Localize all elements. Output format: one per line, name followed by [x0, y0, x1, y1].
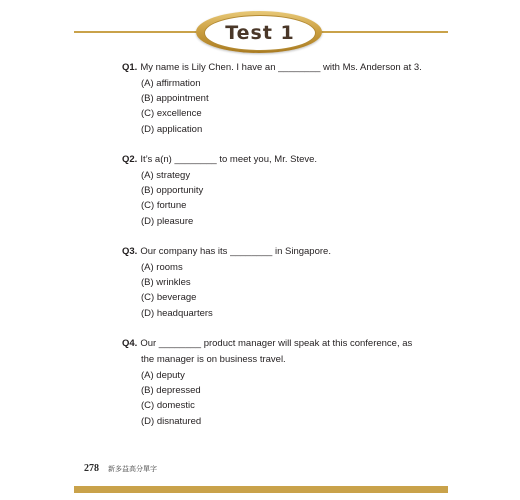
option-b: (B) opportunity	[141, 185, 204, 197]
option-a: (A) deputy	[141, 370, 185, 381]
option-c: (C) fortune	[141, 200, 187, 212]
title-badge-inner	[204, 15, 316, 51]
question-number: Q2.	[122, 154, 138, 165]
question-text: Our company has its ________ in Singapore.	[140, 246, 331, 257]
option-c: (C) domestic	[141, 400, 195, 412]
question-2	[122, 152, 422, 229]
option-c: (C) excellence	[141, 108, 202, 120]
option-list	[141, 260, 422, 321]
option-d: (D) headquarters	[141, 307, 213, 319]
option-list	[141, 368, 422, 429]
option-a: (A) affirmation	[141, 78, 201, 89]
question-text-continued: the manager is on business travel.	[141, 354, 286, 365]
option-a: (A) rooms	[141, 262, 183, 273]
question-stem	[122, 336, 422, 352]
question-number: Q4.	[122, 338, 138, 349]
option-b: (B) wrinkles	[141, 277, 191, 289]
option-d: (D) disnatured	[141, 415, 202, 427]
page-number: 278	[84, 463, 99, 474]
question-number: Q3.	[122, 246, 138, 257]
option-b: (B) depressed	[141, 385, 201, 397]
question-4	[122, 336, 422, 429]
page-title: Test 1	[225, 22, 295, 44]
question-text: It’s a(n) ________ to meet you, Mr. Steve.	[140, 154, 318, 165]
option-list	[141, 76, 422, 137]
title-badge	[196, 11, 322, 53]
footer-bar	[74, 486, 448, 493]
option-list	[141, 168, 422, 229]
option-c: (C) beverage	[141, 292, 197, 304]
option-d: (D) application	[141, 123, 203, 135]
question-number: Q1.	[122, 62, 138, 73]
question-1	[122, 60, 422, 137]
question-3	[122, 244, 422, 321]
question-text: My name is Lily Chen. I have an ________ with Ms. Anderson at 3.	[140, 62, 422, 73]
book-title: 新多益高分單字	[108, 466, 157, 473]
option-a: (A) strategy	[141, 170, 191, 181]
question-text: Our ________ product manager will speak at this conference, as	[140, 338, 413, 349]
question-stem	[122, 152, 422, 168]
question-stem	[122, 60, 422, 76]
question-stem	[122, 244, 422, 260]
option-b: (B) appointment	[141, 93, 209, 105]
option-d: (D) pleasure	[141, 215, 194, 227]
